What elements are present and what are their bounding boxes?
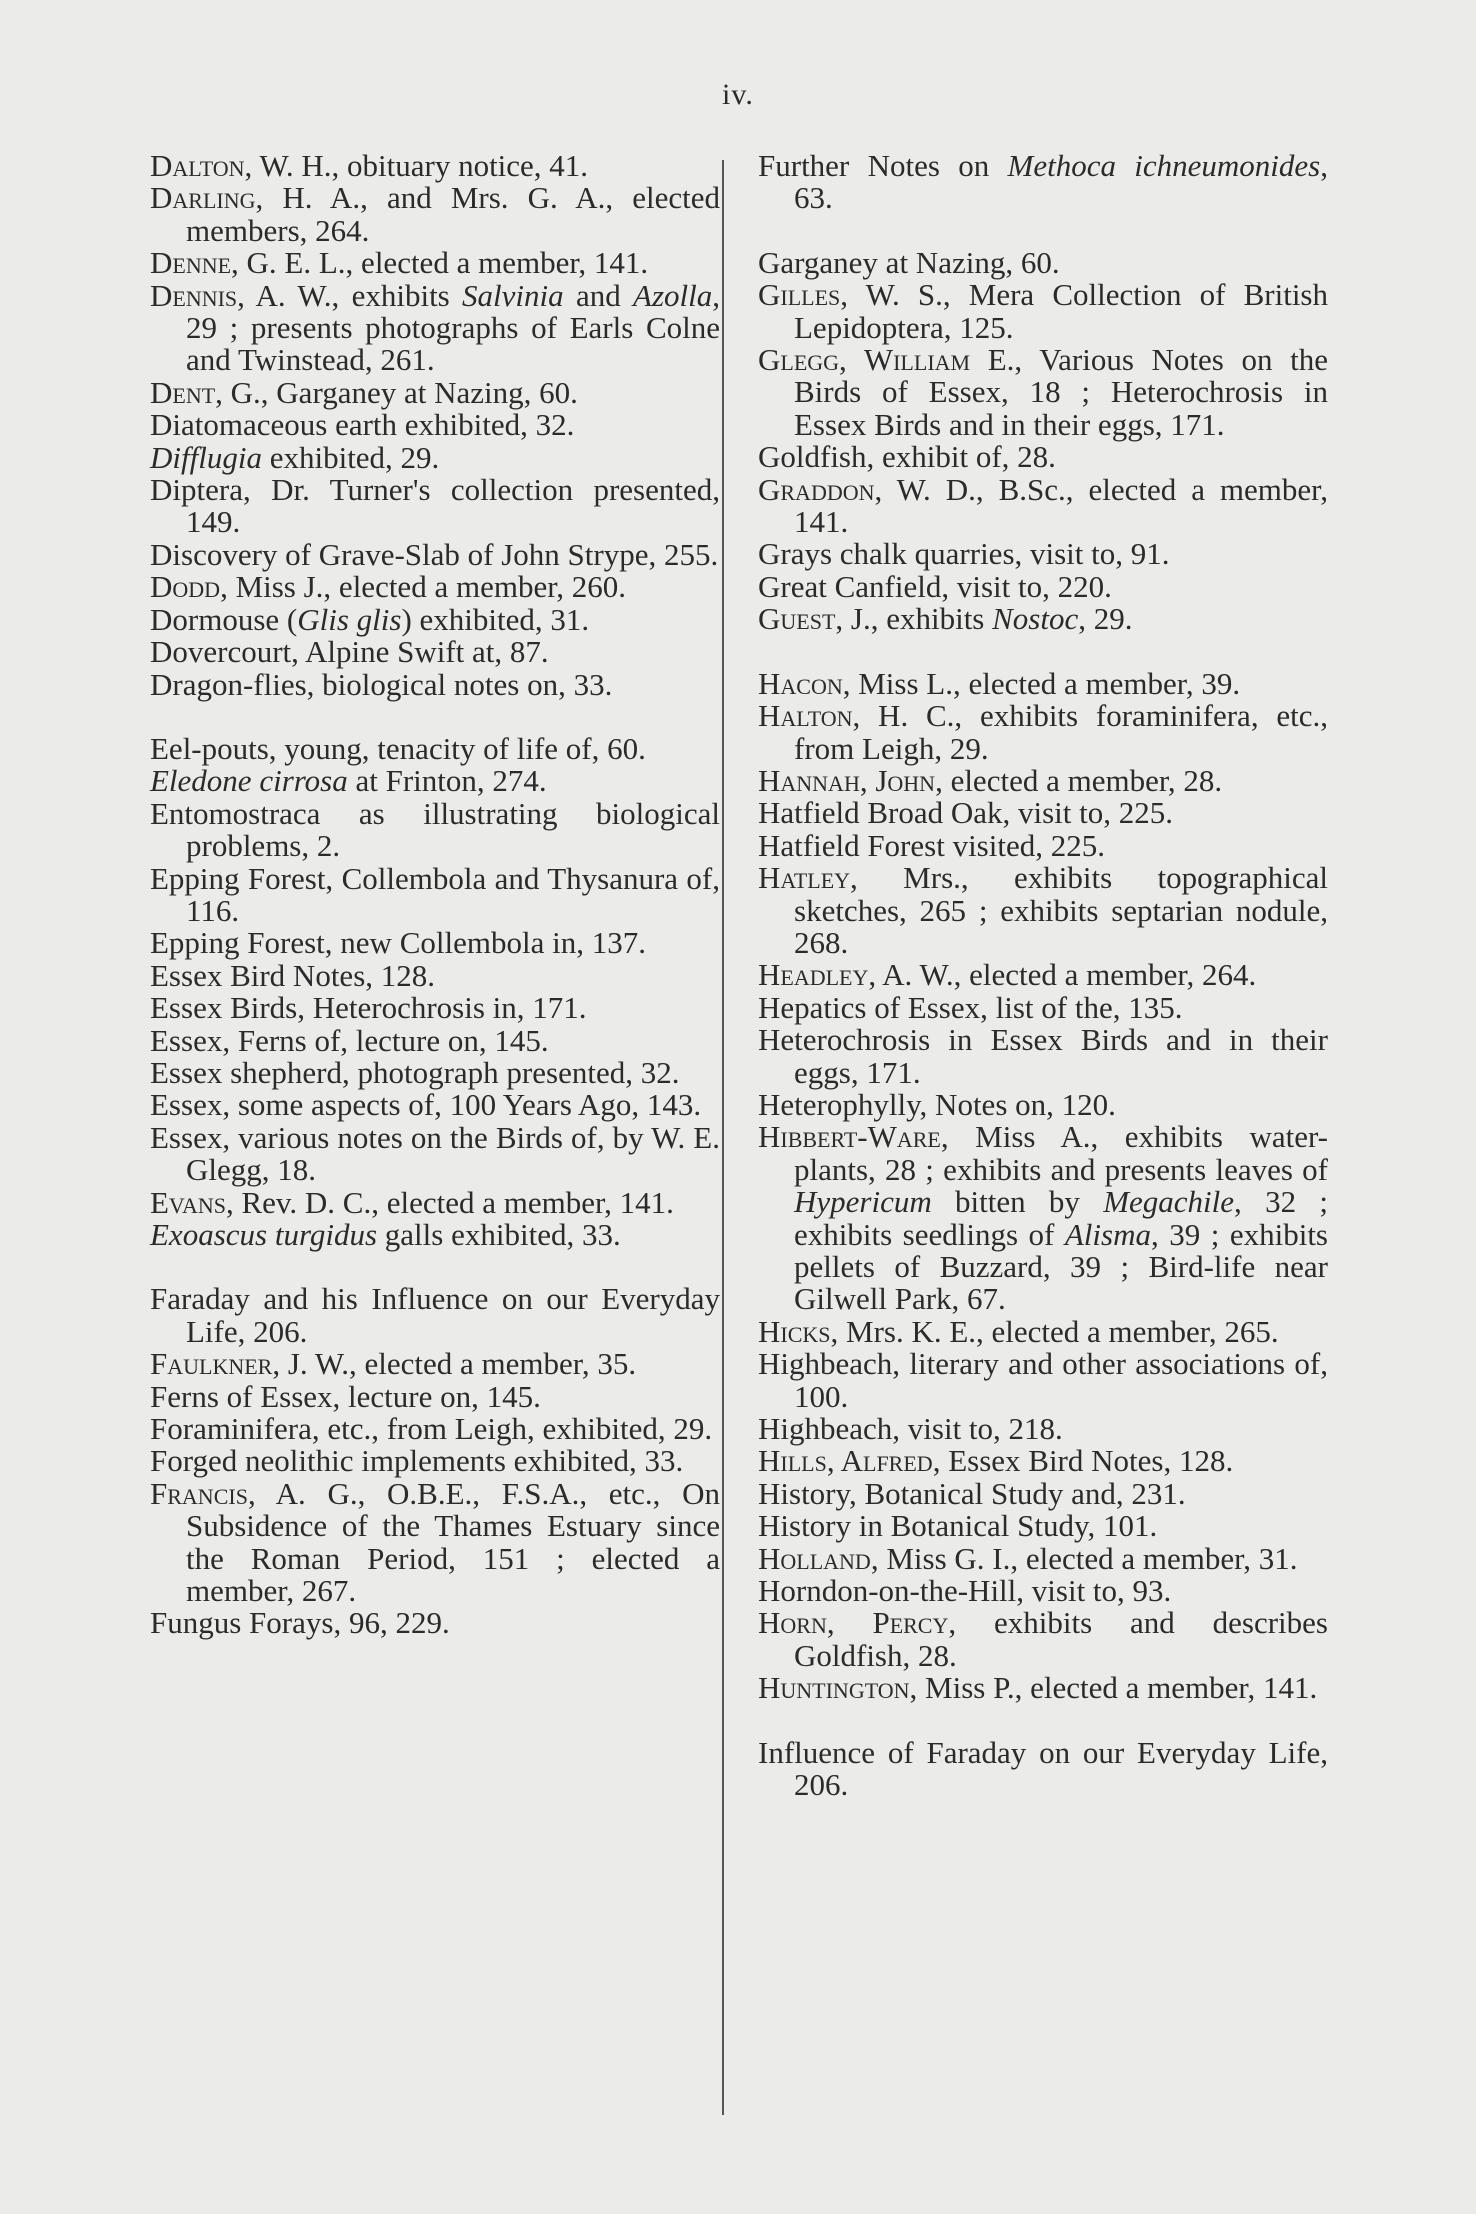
index-entry	[758, 1575, 1328, 1607]
index-entry	[150, 1475, 720, 1609]
index-entry	[150, 601, 720, 637]
entry-text: Grays chalk quarries, visit to, 91.	[758, 536, 1170, 572]
index-entry	[150, 992, 720, 1024]
index-entry	[150, 1184, 720, 1220]
entry-text: , A. G., O.B.E., F.S.A., etc., On Subsidence of the Thames Estuary since the Roman Period, 151 ; elected a member, 267.	[186, 1475, 720, 1609]
entry-text: Highbeach, literary and other associations of, 100.	[758, 1346, 1328, 1414]
index-entry	[758, 538, 1328, 570]
entry-text: , G. E. L., elected a member, 141.	[231, 245, 649, 281]
entry-text: History in Botanical Study, 101.	[758, 1508, 1158, 1544]
entry-text: E., Various Notes on the Birds of Essex, 18 ; Heterochrosis in Essex Birds and in their eggs, 171.	[794, 342, 1328, 442]
index-entry	[758, 150, 1328, 215]
index-entry	[150, 765, 720, 797]
entry-italic-term: Exoascus turgidus	[150, 1217, 378, 1252]
entry-text: History, Botanical Study and, 231.	[758, 1475, 1186, 1511]
entry-name: Dent	[150, 374, 216, 410]
letter-group-gap	[758, 1705, 1328, 1737]
index-entry	[758, 1607, 1328, 1672]
letter-group-gap	[758, 215, 1328, 247]
index-entry	[150, 666, 720, 702]
entry-text: Essex shepherd, photograph presented, 32.	[150, 1054, 680, 1090]
entry-text: Garganey at Nazing, 60.	[758, 244, 1060, 280]
entry-name: Guest	[758, 601, 836, 637]
entry-text: Dormouse (	[150, 601, 298, 637]
entry-name: Headley	[758, 957, 869, 993]
entry-name: Hannah, John	[758, 762, 936, 798]
index-entry	[758, 1024, 1328, 1089]
index-entry	[150, 571, 720, 603]
entry-text: galls exhibited, 33.	[377, 1217, 621, 1252]
index-entry	[758, 244, 1328, 280]
index-entry	[150, 182, 720, 247]
index-entry	[150, 1089, 720, 1121]
entry-text: Horndon-on-the-Hill, visit to, 93.	[758, 1573, 1172, 1609]
index-entry	[150, 730, 720, 766]
entry-text: ) exhibited, 31.	[401, 601, 590, 637]
entry-text: and	[563, 277, 634, 313]
index-entry	[150, 1022, 720, 1058]
entry-text: Diatomaceous earth exhibited, 32.	[150, 407, 575, 443]
entry-text: , 29 ; presents photographs of Earls Colne and Twinstead, 261.	[186, 277, 720, 378]
index-entry	[150, 957, 720, 993]
entry-name: Hicks	[758, 1313, 831, 1349]
entry-italic-term: Hypericum	[794, 1184, 932, 1220]
letter-group-gap	[758, 636, 1328, 668]
entry-name: Francis	[150, 1475, 248, 1511]
index-entry	[758, 665, 1328, 701]
entry-text: , 39 ; exhibits pellets of Buzzard, 39 ; Bird-life near Gilwell Park, 67.	[794, 1216, 1329, 1317]
entry-name: Graddon	[758, 471, 875, 507]
index-entry	[758, 797, 1328, 829]
entry-italic-term: Salvinia	[462, 277, 564, 313]
entry-text: , Miss L., elected a member, 39.	[842, 665, 1241, 701]
index-entry	[150, 277, 720, 378]
index-entry	[758, 827, 1328, 863]
entry-text: Essex, some aspects of, 100 Years Ago, 143.	[150, 1087, 702, 1123]
index-entry	[758, 568, 1328, 604]
entry-text: , J. W., elected a member, 35.	[272, 1346, 637, 1382]
index-column-right	[758, 150, 1328, 1802]
entry-text: , W. D., B.Sc., elected a member, 141.	[794, 471, 1328, 540]
index-entry	[758, 603, 1328, 635]
entry-name: Faulkner	[150, 1346, 273, 1382]
entry-text: Influence of Faraday on our Everyday Life, 206.	[758, 1734, 1328, 1803]
entry-text: Discovery of Grave-Slab of John Strype, 255.	[150, 536, 719, 572]
entry-text: , Mrs., exhibits topographical sketches, 265 ; exhibits septarian nodule, 268.	[794, 860, 1328, 960]
entry-name: Dalton	[150, 148, 245, 183]
index-entry	[758, 1734, 1328, 1803]
entry-text: bitten by	[931, 1184, 1104, 1220]
entry-text: at Frinton, 274.	[347, 763, 547, 799]
entry-text: , J., exhibits	[835, 601, 993, 637]
entry-name: Hatley	[758, 860, 851, 896]
entry-text: Essex Birds, Heterochrosis in, 171.	[150, 990, 587, 1026]
entry-name: Hacon	[758, 665, 843, 701]
index-entry	[758, 1445, 1328, 1477]
index-entry	[150, 1219, 720, 1251]
index-column-left	[150, 150, 720, 1640]
index-entry	[758, 989, 1328, 1025]
entry-text: , 32 ; exhibits seedlings of	[794, 1184, 1328, 1252]
index-entry	[150, 474, 720, 539]
entry-text: , Essex Bird Notes, 128.	[932, 1443, 1234, 1479]
index-entry	[150, 1413, 720, 1445]
entry-italic-term: Megachile	[1103, 1184, 1235, 1220]
entry-text: , A. W., elected a member, 264.	[868, 957, 1257, 993]
index-entry	[150, 374, 720, 410]
entry-text: Faraday and his Influence on our Everyday Life, 206.	[150, 1281, 720, 1349]
entry-text: , W. H., obituary notice, 41.	[244, 148, 589, 183]
entry-italic-term: Difflugia	[150, 439, 262, 475]
entry-name: Hibbert-Ware	[758, 1119, 941, 1155]
index-entry	[758, 862, 1328, 959]
entry-text: Goldfish, exhibit of, 28.	[758, 439, 1056, 475]
entry-text: Further Notes on	[758, 148, 1008, 183]
entry-name: Holland	[758, 1540, 871, 1576]
entry-text: Hatfield Forest visited, 225.	[758, 827, 1105, 863]
entry-italic-term: Eledone cirrosa	[150, 763, 348, 799]
entry-text: Essex, Ferns of, lecture on, 145.	[150, 1022, 549, 1058]
entry-text: Eel-pouts, young, tenacity of life of, 60.	[150, 730, 646, 766]
entry-text: , H. A., and Mrs. G. A., elected members, 264.	[186, 180, 720, 248]
entry-name: Hills, Alfred	[758, 1443, 933, 1479]
entry-text: , Miss G. I., elected a member, 31.	[870, 1540, 1298, 1576]
index-entry	[758, 279, 1328, 344]
entry-text: Dovercourt, Alpine Swift at, 87.	[150, 634, 549, 670]
index-entry	[150, 409, 720, 441]
index-entry	[150, 1445, 720, 1477]
entry-name: Glegg, William	[758, 342, 971, 378]
entry-text: Epping Forest, new Collembola in, 137.	[150, 925, 646, 961]
entry-name: Dodd	[150, 569, 221, 605]
entry-text: Heterophylly, Notes on, 120.	[758, 1086, 1116, 1122]
index-entry	[758, 1672, 1328, 1704]
entry-text: Essex, various notes on the Birds of, by W. E. Glegg, 18.	[150, 1119, 720, 1188]
entry-text: Essex Bird Notes, 128.	[150, 957, 436, 993]
entry-text: Entomostraca as illustrating biological problems, 2.	[150, 795, 720, 864]
entry-text: , exhibits and describes Goldfish, 28.	[794, 1605, 1328, 1673]
index-entry	[758, 441, 1328, 473]
index-entry	[758, 700, 1328, 765]
entry-text: , Mrs. K. E., elected a member, 265.	[830, 1313, 1279, 1349]
entry-name: Denne	[150, 245, 232, 281]
index-entry	[150, 860, 720, 928]
entry-name: Gilles	[758, 277, 841, 313]
entry-name: Dennis	[150, 277, 238, 313]
index-entry	[150, 795, 720, 864]
entry-text: , Rev. D. C., elected a member, 141.	[226, 1184, 674, 1220]
entry-name: Evans	[150, 1184, 226, 1220]
index-entry	[150, 636, 720, 668]
index-entry	[758, 344, 1328, 441]
entry-text: Dragon-flies, biological notes on, 33.	[150, 666, 613, 702]
entry-text: , elected a member, 28.	[935, 762, 1223, 798]
entry-text: , Miss J., elected a member, 260.	[220, 569, 627, 605]
entry-text: Diptera, Dr. Turner's collection presented, 149.	[150, 472, 720, 540]
entry-text: Highbeach, visit to, 218.	[758, 1411, 1063, 1447]
index-entry	[150, 536, 720, 572]
index-entry	[150, 247, 720, 279]
index-entry	[150, 1054, 720, 1090]
page-number: iv.	[722, 78, 754, 111]
entry-italic-term: Methoca ichneumonides	[1007, 148, 1321, 183]
index-entry	[150, 1283, 720, 1348]
index-entry	[150, 439, 720, 475]
entry-text: , H. C., exhibits foraminifera, etc., from Leigh, 29.	[794, 698, 1328, 766]
index-entry	[150, 1119, 720, 1188]
index-entry	[758, 1348, 1328, 1413]
entry-text: Foraminifera, etc., from Leigh, exhibited, 29.	[150, 1411, 713, 1447]
index-entry	[758, 1413, 1328, 1445]
index-entry	[150, 150, 720, 182]
entry-text: , 63.	[794, 148, 1328, 216]
entry-text: , G., Garganey at Nazing, 60.	[215, 374, 578, 410]
entry-text: Ferns of Essex, lecture on, 145.	[150, 1378, 541, 1414]
index-entry	[150, 1378, 720, 1414]
index-entry	[758, 1540, 1328, 1576]
entry-text: Hepatics of Essex, list of the, 135.	[758, 989, 1183, 1025]
entry-name: Horn, Percy	[758, 1605, 949, 1641]
index-entry	[758, 1121, 1328, 1315]
column-divider	[722, 160, 724, 2115]
entry-italic-term: Alisma	[1064, 1216, 1151, 1252]
letter-group-gap	[150, 1251, 720, 1283]
index-entry	[150, 927, 720, 959]
entry-italic-term: Nostoc	[992, 601, 1079, 637]
entry-text: , A. W., exhibits	[237, 277, 463, 313]
index-entry	[758, 1475, 1328, 1511]
entry-text: Epping Forest, Collembola and Thysanura of, 116.	[150, 860, 720, 928]
letter-group-gap	[150, 701, 720, 733]
index-entry	[758, 959, 1328, 991]
index-entry	[758, 1086, 1328, 1122]
entry-text: , Miss A., exhibits water-plants, 28 ; exhibits and presents leaves of	[794, 1119, 1328, 1187]
entry-text: , W. S., Mera Collection of British Lepidoptera, 125.	[794, 277, 1328, 345]
index-entry	[150, 1348, 720, 1380]
entry-text: Great Canfield, visit to, 220.	[758, 568, 1112, 604]
index-entry	[758, 471, 1328, 540]
entry-italic-term: Azolla	[633, 277, 713, 313]
entry-text: Forged neolithic implements exhibited, 33.	[150, 1443, 684, 1479]
index-entry	[758, 762, 1328, 798]
entry-text: Heterochrosis in Essex Birds and in their eggs, 171.	[758, 1022, 1328, 1090]
entry-name: Halton	[758, 698, 853, 734]
entry-text: Hatfield Broad Oak, visit to, 225.	[758, 795, 1173, 831]
entry-text: , Miss P., elected a member, 141.	[909, 1670, 1318, 1706]
entry-text: , 29.	[1078, 601, 1133, 637]
entry-name: Huntington	[758, 1670, 910, 1706]
entry-name: Darling	[150, 180, 256, 216]
entry-text: exhibited, 29.	[261, 439, 440, 475]
index-entry	[150, 1607, 720, 1639]
index-entry	[758, 1510, 1328, 1542]
entry-text: Fungus Forays, 96, 229.	[150, 1605, 450, 1641]
entry-italic-term: Glis glis	[297, 601, 402, 637]
index-entry	[758, 1313, 1328, 1349]
